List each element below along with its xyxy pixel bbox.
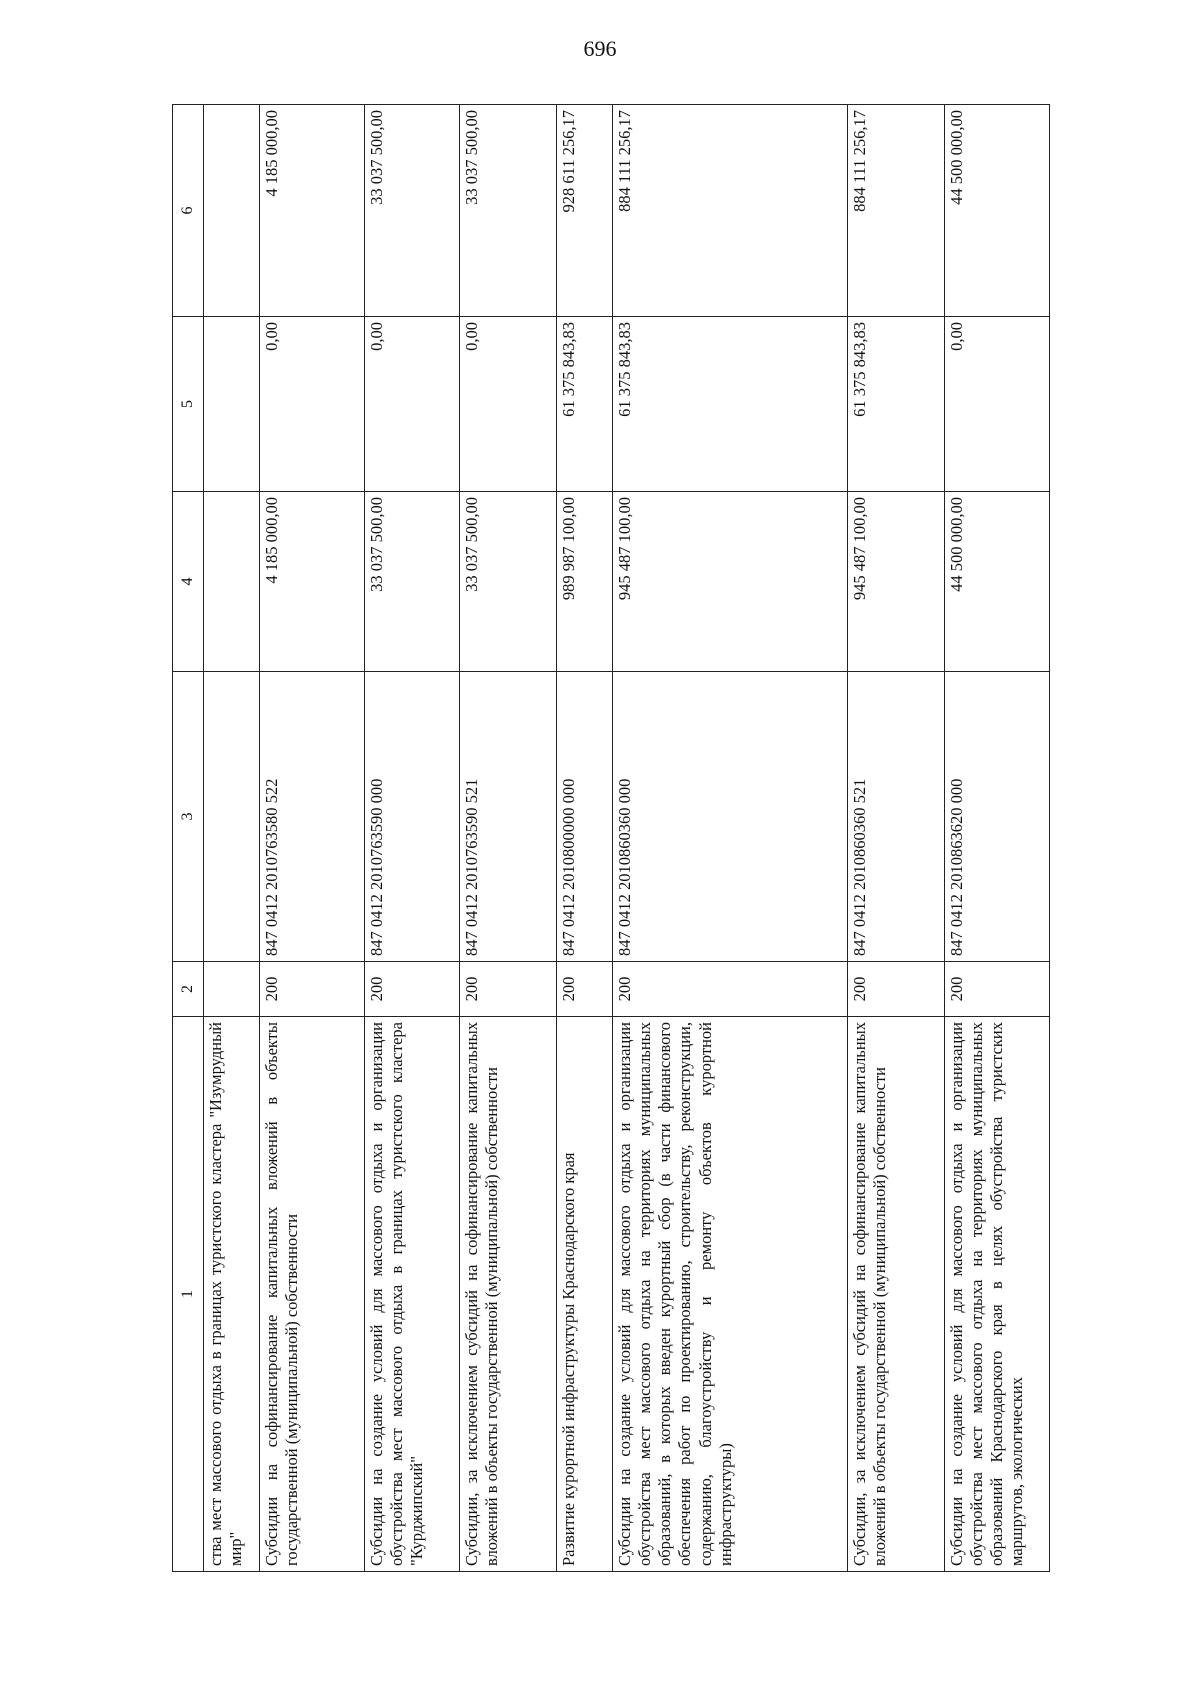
table-row xyxy=(613,105,848,1572)
row-value-6: 928 611 256,17 xyxy=(557,105,613,317)
row-value-5 xyxy=(204,317,260,492)
row-name: Субсидии на создание условий для массового отдыха и организации обустройства мест массового отдыха в границах туристского кластера "Курджипский" xyxy=(365,1017,460,1572)
row-value-6 xyxy=(204,105,260,317)
row-code-3: 847 0412 2010763580 522 xyxy=(260,672,365,962)
header-row xyxy=(173,105,204,1572)
row-value-6: 4 185 000,00 xyxy=(260,105,365,317)
row-value-5: 0,00 xyxy=(260,317,365,492)
column-header: 3 xyxy=(173,672,204,962)
row-code-2: 200 xyxy=(613,962,848,1017)
row-name: Субсидии на создание условий для массового отдыха и организации обустройства мест массового отдыха на территориях муниципальных образований Краснодарского края в целях обустройства туристских маршрутов, экологических xyxy=(945,1017,1050,1572)
row-name: Субсидии, за исключением субсидий на софинансирование капитальных вложений в объекты государственной (муниципальной) собственности xyxy=(848,1017,945,1572)
row-value-4: 44 500 000,00 xyxy=(945,492,1050,672)
table-row xyxy=(460,105,557,1572)
table-row xyxy=(365,105,460,1572)
budget-table xyxy=(172,104,1050,1572)
row-code-2: 200 xyxy=(365,962,460,1017)
column-header: 1 xyxy=(173,1017,204,1572)
row-code-3: 847 0412 2010763590 000 xyxy=(365,672,460,962)
table-row xyxy=(557,105,613,1572)
row-value-4 xyxy=(204,492,260,672)
row-code-2: 200 xyxy=(460,962,557,1017)
row-value-4: 945 487 100,00 xyxy=(613,492,848,672)
row-name: Субсидии на софинансирование капитальных вложений в объекты государственной (муниципальной) собственности xyxy=(260,1017,365,1572)
row-value-5: 0,00 xyxy=(365,317,460,492)
row-code-3: 847 0412 2010863620 000 xyxy=(945,672,1050,962)
table-row xyxy=(260,105,365,1572)
row-value-6: 33 037 500,00 xyxy=(365,105,460,317)
row-name: ства мест массового отдыха в границах туристского кластера "Изумрудный мир" xyxy=(204,1017,260,1572)
row-code-3: 847 0412 2010800000 000 xyxy=(557,672,613,962)
row-value-5: 61 375 843,83 xyxy=(848,317,945,492)
row-code-2: 200 xyxy=(848,962,945,1017)
row-code-3: 847 0412 2010763590 521 xyxy=(460,672,557,962)
row-name: Субсидии на создание условий для массового отдыха и организации обустройства мест массового отдыха на территориях муниципальных образований, в которых введен курортный сбор (в части финансового обеспечения работ по проектированию, строительству, реконструкции, содержанию, благоустройству и ремонту объектов курортной инфраструктуры) xyxy=(613,1017,848,1572)
column-header: 5 xyxy=(173,317,204,492)
row-code-3: 847 0412 2010860360 521 xyxy=(848,672,945,962)
row-code-2: 200 xyxy=(945,962,1050,1017)
table-row xyxy=(848,105,945,1572)
row-value-5: 0,00 xyxy=(945,317,1050,492)
row-value-6: 884 111 256,17 xyxy=(613,105,848,317)
row-value-6: 44 500 000,00 xyxy=(945,105,1050,317)
row-value-4: 945 487 100,00 xyxy=(848,492,945,672)
rotated-table xyxy=(172,105,1027,1572)
column-header: 6 xyxy=(173,105,204,317)
row-code-3 xyxy=(204,672,260,962)
row-value-6: 33 037 500,00 xyxy=(460,105,557,317)
row-value-5: 61 375 843,83 xyxy=(557,317,613,492)
row-code-2 xyxy=(204,962,260,1017)
row-code-2: 200 xyxy=(260,962,365,1017)
column-header: 2 xyxy=(173,962,204,1017)
page-number: 696 xyxy=(583,36,617,61)
budget-table-container xyxy=(172,105,1027,1572)
row-value-4: 989 987 100,00 xyxy=(557,492,613,672)
table-row xyxy=(204,105,260,1572)
row-value-5: 61 375 843,83 xyxy=(613,317,848,492)
table-row xyxy=(945,105,1050,1572)
row-value-4: 4 185 000,00 xyxy=(260,492,365,672)
row-name: Развитие курортной инфраструктуры Краснодарского края xyxy=(557,1017,613,1572)
row-value-5: 0,00 xyxy=(460,317,557,492)
row-value-4: 33 037 500,00 xyxy=(365,492,460,672)
row-value-6: 884 111 256,17 xyxy=(848,105,945,317)
row-code-2: 200 xyxy=(557,962,613,1017)
row-value-4: 33 037 500,00 xyxy=(460,492,557,672)
row-name: Субсидии, за исключением субсидий на софинансирование капитальных вложений в объекты государственной (муниципальной) собственности xyxy=(460,1017,557,1572)
row-code-3: 847 0412 2010860360 000 xyxy=(613,672,848,962)
column-header: 4 xyxy=(173,492,204,672)
